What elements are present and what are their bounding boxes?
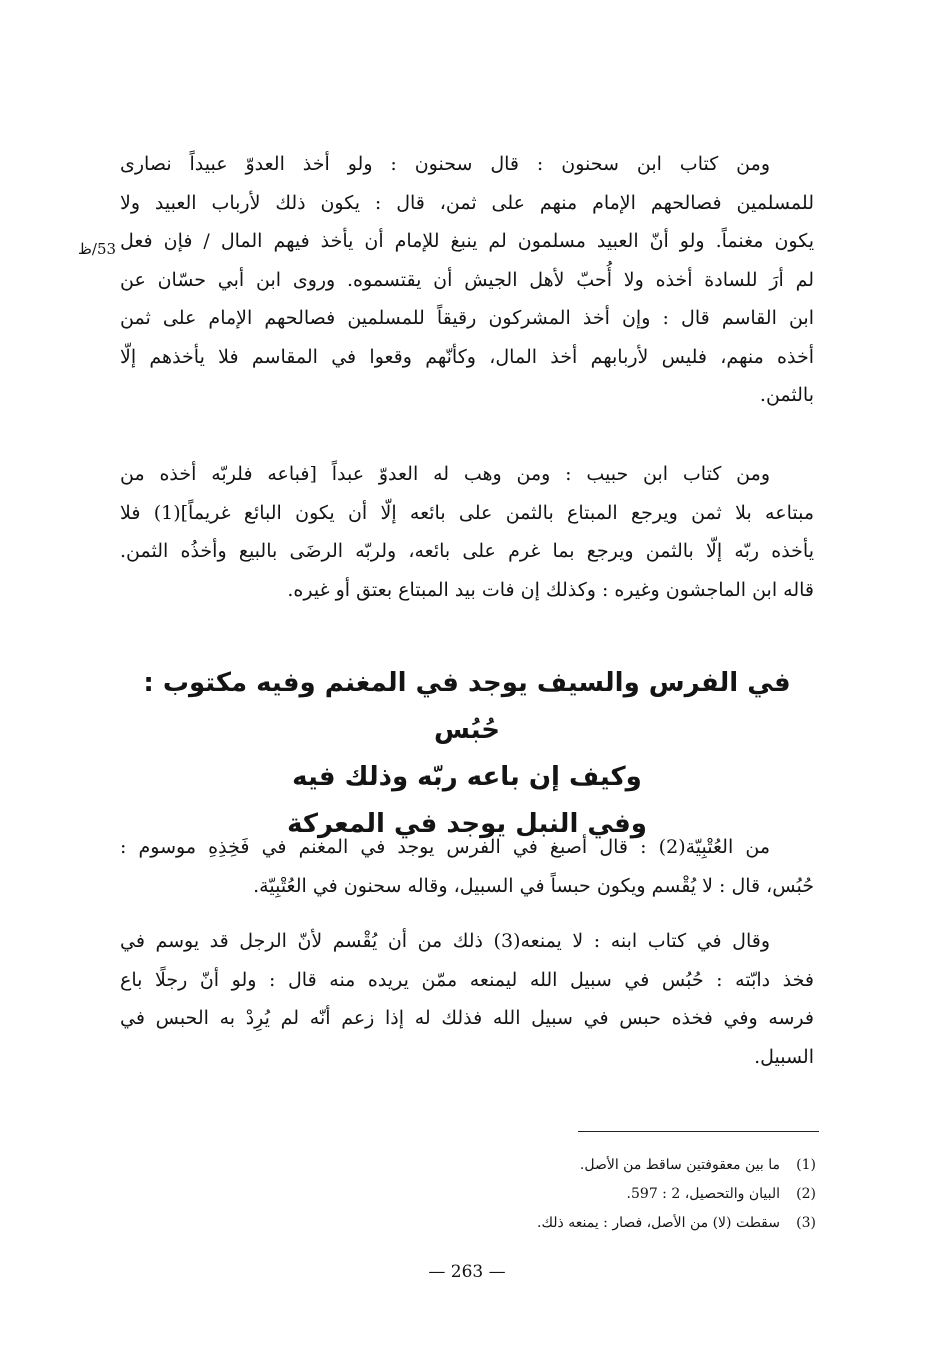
footnote-text: البيان والتحصيل، 2 : 597. xyxy=(626,1186,780,1202)
text-line: لم أرَ للسادة أخذه ولا أُحبّ لأهل الجيش أن يقتسموه. وروى ابن أبي حسّان عن xyxy=(120,268,814,291)
text-line: وقال في كتاب ابنه : لا يمنعه(3) ذلك من أن يُقْسم لأنّ الرجل قد يوسم في xyxy=(120,930,771,952)
footnote-text: سقطت (لا) من الأصل، فصار : يمنعه ذلك. xyxy=(537,1215,780,1231)
paragraph-utbiyya xyxy=(120,828,814,905)
text-line: أخذه منهم، فليس لأربابهم أخذ المال، وكأنّهم وقعوا في المقاسم فلا يأخذهم إلّا xyxy=(120,345,814,368)
footnote-text: ما بين معقوفتين ساقط من الأصل. xyxy=(579,1157,780,1173)
text-line: من العُتْبِيّة(2) : قال أصبغ في الفرس يوجد في المغنم في فَخِذِهِ موسوم : xyxy=(120,836,770,858)
margin-folio-note: 53/ظ xyxy=(78,240,117,258)
text-line: يكون مغنماً. ولو أنّ العبيد مسلمون لم ينبغ للإمام أن يأخذ فيهم المال / فإن فعل xyxy=(120,230,814,252)
text-line: حُبُس، قال : لا يُقْسم ويكون حبساً في السبيل، وقاله سحنون في العُتْبِيّة. xyxy=(253,874,814,897)
footnote-number: (2) xyxy=(796,1186,816,1202)
paragraph-ibn-sahnun xyxy=(120,145,814,415)
section-heading xyxy=(120,660,814,848)
text-line: ابن القاسم قال : وإن أخذ المشركون رقيقاً للمسلمين فصالحهم الإمام على ثمن xyxy=(120,307,814,329)
page-number: — 263 — xyxy=(428,1262,506,1282)
footnote-item xyxy=(416,1180,816,1209)
paragraph-ibn-habib xyxy=(120,455,814,609)
heading-line: وفي النبل يوجد في المعركة xyxy=(287,809,647,839)
heading-line: وكيف إن باعه ربّه وذلك فيه xyxy=(292,762,642,792)
text-line: السبيل. xyxy=(754,1045,814,1068)
text-line: بالثمن. xyxy=(759,384,814,406)
text-line: للمسلمين فصالحهم الإمام منهم على ثمن، قال : يكون ذلك لأرباب العبيد ولا xyxy=(120,191,814,214)
footnote-divider xyxy=(578,1131,819,1132)
text-line: فخذ دابّته : حُبُس في سبيل الله ليمنعه ممّن يريده منه قال : ولو أنّ رجلًا باع xyxy=(120,968,814,991)
text-line: فرسه وفي فخذه حبس في سبيل الله فذلك له إذا زعم أنّه لم يُرِدْ به الحبس في xyxy=(120,1007,814,1029)
text-line: ومن كتاب ابن حبيب : ومن وهب له العدوّ عبداً [فباعه فلربّه أخذه من xyxy=(120,463,770,485)
footnotes xyxy=(416,1151,816,1238)
footnote-item xyxy=(416,1151,816,1180)
text-line: يأخذه ربّه إلّا بالثمن ويرجع بما غرم على بائعه، ولربّه الرضَى بالبيع وأخذُه الثمن. xyxy=(120,540,814,562)
footnote-number: (3) xyxy=(796,1215,816,1231)
text-line: ومن كتاب ابن سحنون : قال سحنون : ولو أخذ العدوّ عبيداً نصارى xyxy=(120,153,770,175)
footnote-item xyxy=(416,1209,816,1238)
footnote-number: (1) xyxy=(796,1157,816,1173)
heading-line: في الفرس والسيف يوجد في المغنم وفيه مكتوب : حُبُس xyxy=(143,668,791,745)
text-line: قاله ابن الماجشون وغيره : وكذلك إن فات بيد المبتاع بعتق أو غيره. xyxy=(287,578,814,601)
text-line: مبتاعه بلا ثمن ويرجع المبتاع بالثمن على بائعه إلّا أن يكون البائع غريماً](1) فلا xyxy=(120,501,814,524)
paragraph-kitab-ibnihi xyxy=(120,922,814,1076)
